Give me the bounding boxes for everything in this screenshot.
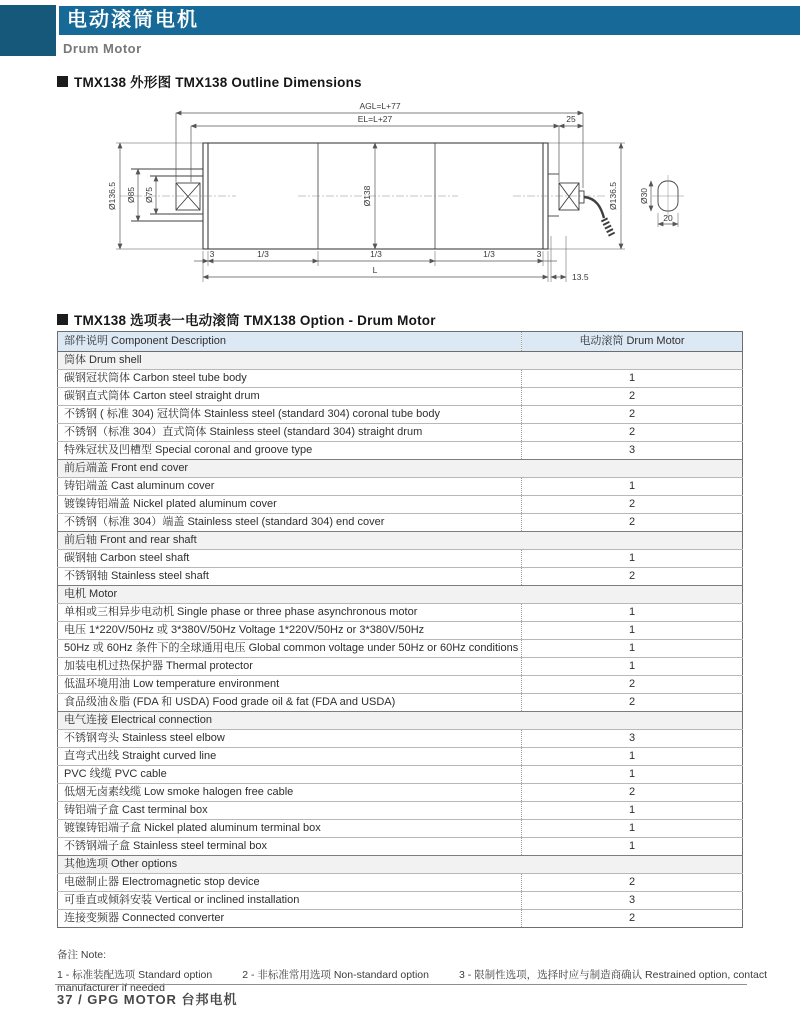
table-row [58,766,743,784]
component-description-cell: 电压 1*220V/50Hz 或 3*380V/50Hz Voltage 1*220V/50Hz or 3*380V/50Hz [58,622,522,640]
component-description-cell: 食品级油＆脂 (FDA 和 USDA) Food grade oil & fat (FDA and USDA) [58,694,522,712]
option-value-cell: 1 [522,820,743,838]
el-dim-label: EL=L+27 [357,114,393,124]
option-value-cell: 1 [522,658,743,676]
option-table-body [58,352,743,928]
component-description-cell: 低烟无卤素线缆 Low smoke halogen free cable [58,784,522,802]
table-row [58,406,743,424]
table-group-row [58,856,743,874]
notes-block [57,947,800,994]
table-row [58,676,743,694]
option-value-cell: 2 [522,406,743,424]
option-value-cell: 2 [522,424,743,442]
option-value-cell: 1 [522,478,743,496]
component-description-cell: 不锈钢（标准 304）端盖 Stainless steel (standard 304) end cover [58,514,522,532]
table-row [58,496,743,514]
table-group-row [58,586,743,604]
component-description-cell: 铸铝端盖 Cast aluminum cover [58,478,522,496]
component-description-cell: PVC 线缆 PVC cable [58,766,522,784]
column-header-description: 部件说明 Component Description [58,332,522,352]
component-description-cell: 镀镍铸铝端子盒 Nickel plated aluminum terminal box [58,820,522,838]
option-heading-label: TMX138 选项表一电动滚筒 TMX138 Option - Drum Motor [74,313,436,328]
column-header-drum-motor: 电动滚筒 Drum Motor [522,332,743,352]
component-description-cell: 连接变频器 Connected converter [58,910,522,928]
component-description-cell: 不锈钢端子盒 Stainless steel terminal box [58,838,522,856]
component-description-cell: 电磁制止器 Electromagnetic stop device [58,874,522,892]
option-value-cell: 2 [522,496,743,514]
component-description-cell: 直弯式出线 Straight curved line [58,748,522,766]
table-group-label: 前后端盖 Front end cover [58,460,743,478]
table-row [58,604,743,622]
option-value-cell: 2 [522,568,743,586]
option-value-cell: 1 [522,748,743,766]
table-group-label: 电机 Motor [58,586,743,604]
footer-divider [55,984,747,985]
d75-label: Ø75 [144,186,154,204]
table-row [58,370,743,388]
component-description-cell: 碳钢直式筒体 Carton steel straight drum [58,388,522,406]
table-row [58,892,743,910]
table-row [58,694,743,712]
outline-section-heading [57,71,362,91]
page-title: 电动滚筒电机 [59,6,800,35]
third-3-label: 1/3 [483,249,495,259]
dim-20-label: 20 [663,213,673,223]
component-description-cell: 加装电机过热保护器 Thermal protector [58,658,522,676]
component-description-cell: 镀镍铸铝端盖 Nickel plated aluminum cover [58,496,522,514]
table-row [58,514,743,532]
table-row [58,748,743,766]
table-group-row [58,352,743,370]
option-value-cell: 2 [522,676,743,694]
d136-right-label: Ø136.5 [608,182,618,210]
table-row [58,640,743,658]
brand-accent-square [0,5,56,56]
dimension-agl [176,113,583,188]
d85-label: Ø85 [126,186,136,204]
option-value-cell: 3 [522,892,743,910]
right-shaft-hub [548,174,612,235]
option-value-cell: 2 [522,874,743,892]
table-group-label: 筒体 Drum shell [58,352,743,370]
outline-heading-label: TMX138 外形图 TMX138 Outline Dimensions [74,75,362,90]
component-description-cell: 特殊冠状及凹槽型 Special coronal and groove type [58,442,522,460]
option-value-cell: 1 [522,622,743,640]
note-item: 2 - 非标准常用选项 Non-standard option [242,969,429,981]
table-row [58,424,743,442]
table-row [58,622,743,640]
notes-title: 备注 Note: [57,949,107,961]
agl-dim-label: AGL=L+77 [359,101,401,111]
table-row [58,442,743,460]
page-footer: 37 / GPG MOTOR 台邦电机 [57,992,238,1007]
component-description-cell: 不锈钢（标准 304）直式筒体 Stainless steel (standard 304) straight drum [58,424,522,442]
d138-label: Ø138 [362,185,372,207]
table-group-label: 其他选项 Other options [58,856,743,874]
option-value-cell: 1 [522,766,743,784]
option-value-cell: 1 [522,802,743,820]
table-row [58,820,743,838]
component-description-cell: 不锈钢弯头 Stainless steel elbow [58,730,522,748]
d136-left-label: Ø136.5 [107,182,117,210]
note-item: 3 - 限制性选项，选择时应与制造商确认 Restrained option, contact manufacturer if needed [57,969,768,994]
option-value-cell: 2 [522,784,743,802]
d30-label: Ø30 [639,187,649,205]
section-marker-icon [57,76,68,87]
table-group-row [58,532,743,550]
component-description-cell: 碳钢轴 Carbon steel shaft [58,550,522,568]
dim-3-right-label: 3 [536,249,542,259]
table-row [58,874,743,892]
note-item: 1 - 标准装配选项 Standard option [57,969,213,981]
table-row [58,550,743,568]
page-subtitle: Drum Motor [63,41,142,56]
table-row [58,478,743,496]
dim-25-label: 25 [566,114,576,124]
component-description-cell: 低温环境用油 Low temperature environment [58,676,522,694]
option-value-cell: 3 [522,730,743,748]
component-description-cell: 不锈钢轴 Stainless steel shaft [58,568,522,586]
table-row [58,910,743,928]
table-row [58,388,743,406]
option-value-cell: 1 [522,640,743,658]
option-value-cell: 1 [522,838,743,856]
table-group-row [58,460,743,478]
component-description-cell: 不锈钢 ( 标准 304) 冠状筒体 Stainless steel (standard 304) coronal tube body [58,406,522,424]
option-value-cell: 2 [522,910,743,928]
third-1-label: 1/3 [257,249,269,259]
option-section-heading [57,309,436,329]
option-value-cell: 2 [522,388,743,406]
component-description-cell: 单相或三相异步电动机 Single phase or three phase asynchronous motor [58,604,522,622]
table-row [58,802,743,820]
dim-3-left-label: 3 [209,249,215,259]
option-table [57,331,743,928]
table-row [58,838,743,856]
option-value-cell: 2 [522,694,743,712]
dim-L-label: L [372,265,378,275]
cable-hatch [604,219,612,235]
option-value-cell: 1 [522,604,743,622]
table-header-row [58,332,743,352]
component-description-cell: 铸铝端子盒 Cast terminal box [58,802,522,820]
option-value-cell: 1 [522,370,743,388]
option-value-cell: 1 [522,550,743,568]
option-value-cell: 3 [522,442,743,460]
table-row [58,568,743,586]
left-shaft-hub [131,169,203,221]
table-row [58,730,743,748]
component-description-cell: 50Hz 或 60Hz 条件下的全球通用电压 Global common voltage under 50Hz or 60Hz conditions [58,640,522,658]
table-row [58,784,743,802]
component-description-cell: 可垂直或倾斜安装 Vertical or inclined installation [58,892,522,910]
dimension-13-5 [551,236,566,282]
table-group-row [58,712,743,730]
table-group-label: 电气连接 Electrical connection [58,712,743,730]
table-row [58,658,743,676]
component-description-cell: 碳钢冠状筒体 Carbon steel tube body [58,370,522,388]
section-marker-icon [57,314,68,325]
dim-13-5-label: 13.5 [572,272,589,282]
third-2-label: 1/3 [370,249,382,259]
table-group-label: 前后轴 Front and rear shaft [58,532,743,550]
option-value-cell: 2 [522,514,743,532]
tmx138-outline-drawing [58,96,748,296]
